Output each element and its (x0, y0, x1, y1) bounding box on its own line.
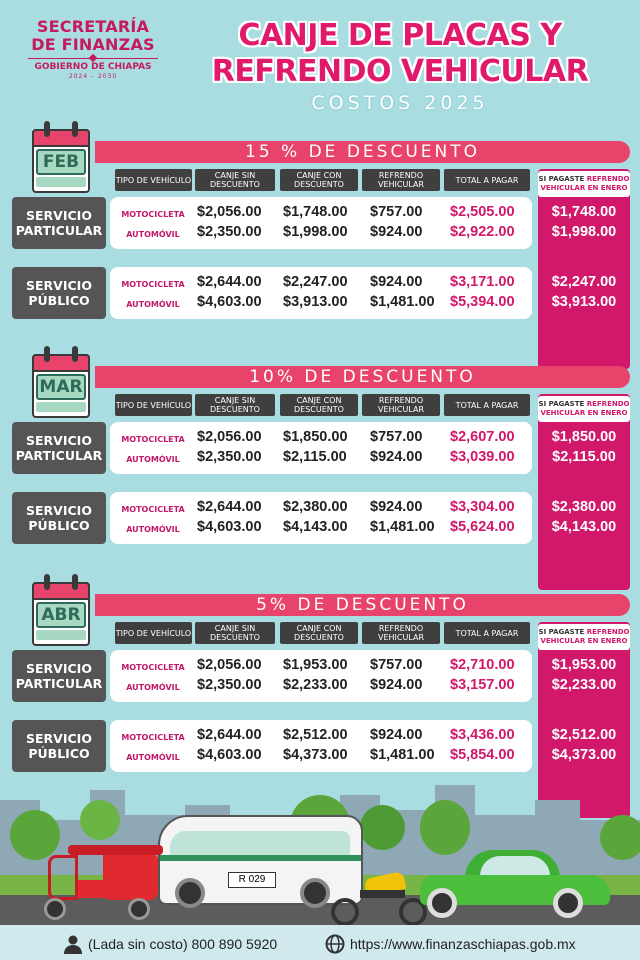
price-canje-sin: $4,603.00 (197, 294, 262, 310)
price-paid-january: $2,247.00 (551, 274, 617, 290)
logo-line3: GOBIERNO DE CHIAPAS (34, 62, 152, 72)
price-refrendo: $924.00 (370, 274, 423, 290)
column-header-tot: TOTAL A PAGAR (444, 394, 530, 416)
price-refrendo: $924.00 (370, 727, 423, 743)
price-total: $2,607.00 (450, 429, 515, 445)
logo-line1: SECRETARÍA (36, 17, 150, 36)
price-refrendo: $1,481.00 (370, 747, 435, 763)
vehicle-type-auto: AUTOMÓVIL (126, 455, 180, 464)
price-canje-con: $2,233.00 (283, 677, 348, 693)
column-header-tipo: TIPO DE VEHÍCULO (115, 394, 192, 416)
price-canje-sin: $2,056.00 (197, 204, 262, 220)
price-paid-january: $2,115.00 (552, 449, 616, 465)
subtitle: COSTOS 2025 (311, 92, 489, 114)
price-refrendo: $1,481.00 (370, 519, 435, 535)
calendar-icon (32, 574, 90, 646)
vehicle-type-auto: AUTOMÓVIL (126, 525, 180, 534)
service-particular: SERVICIO PARTICULAR (12, 650, 106, 702)
price-canje-con: $4,143.00 (283, 519, 348, 535)
column-header-sin: CANJE SIN DESCUENTO (195, 169, 275, 191)
price-total: $3,304.00 (450, 499, 515, 515)
paid-january-header: SI PAGASTE REFRENDO VEHICULAR EN ENERO (538, 171, 630, 197)
price-canje-con: $2,115.00 (283, 449, 347, 465)
price-total: $3,171.00 (450, 274, 515, 290)
price-paid-january: $2,512.00 (551, 727, 617, 743)
vehicle-type-moto: MOTOCICLETA (121, 210, 185, 219)
price-paid-january: $1,850.00 (551, 429, 617, 445)
page-title (180, 18, 620, 114)
vehicle-type-auto: AUTOMÓVIL (126, 683, 180, 692)
vehicle-type-auto: AUTOMÓVIL (126, 230, 180, 239)
price-total: $3,436.00 (450, 727, 515, 743)
price-canje-con: $4,373.00 (283, 747, 348, 763)
price-total: $2,505.00 (450, 204, 515, 220)
vehicle-type-moto: MOTOCICLETA (121, 663, 185, 672)
column-header-tipo: TIPO DE VEHÍCULO (115, 622, 192, 644)
price-refrendo: $757.00 (370, 429, 423, 445)
logo-divider (28, 58, 158, 59)
discount-label: 5% DE DESCUENTO (256, 595, 469, 615)
price-paid-january: $4,143.00 (551, 519, 617, 535)
title-line1: CANJE DE PLACAS Y (238, 18, 562, 53)
price-paid-january: $2,233.00 (551, 677, 617, 693)
vehicle-type-auto: AUTOMÓVIL (126, 300, 180, 309)
discount-banner (95, 366, 630, 388)
price-refrendo: $757.00 (370, 204, 423, 220)
discount-banner (95, 594, 630, 616)
column-header-ref: REFRENDO VEHICULAR (362, 622, 440, 644)
price-canje-con: $2,512.00 (283, 727, 348, 743)
price-refrendo: $757.00 (370, 657, 423, 673)
price-refrendo: $924.00 (370, 224, 423, 240)
logo-line4: 2024 – 2030 (68, 73, 118, 80)
month-label: FEB (36, 149, 86, 175)
paid-january-header: SI PAGASTE REFRENDO VEHICULAR EN ENERO (538, 624, 630, 650)
price-canje-con: $2,247.00 (283, 274, 348, 290)
service-publico: SERVICIO PÚBLICO (12, 267, 106, 319)
paid-january-header: SI PAGASTE REFRENDO VEHICULAR EN ENERO (538, 396, 630, 422)
service-publico: SERVICIO PÚBLICO (12, 492, 106, 544)
column-header-tipo: TIPO DE VEHÍCULO (115, 169, 192, 191)
price-total: $5,624.00 (450, 519, 515, 535)
price-paid-january: $1,748.00 (551, 204, 617, 220)
price-canje-sin: $2,644.00 (197, 274, 262, 290)
footer-phone: (Lada sin costo) 800 890 5920 (88, 936, 278, 952)
price-canje-sin: $2,056.00 (197, 657, 262, 673)
paid-january-column (538, 394, 630, 590)
vehicle-type-moto: MOTOCICLETA (121, 435, 185, 444)
price-canje-sin: $4,603.00 (197, 747, 262, 763)
price-canje-sin: $4,603.00 (197, 519, 262, 535)
price-canje-con: $1,998.00 (283, 224, 348, 240)
column-header-con: CANJE CON DESCUENTO (280, 169, 358, 191)
price-paid-january: $3,913.00 (551, 294, 617, 310)
price-canje-sin: $2,350.00 (197, 224, 262, 240)
service-particular: SERVICIO PARTICULAR (12, 422, 106, 474)
price-refrendo: $924.00 (370, 499, 423, 515)
discount-label: 15 % DE DESCUENTO (245, 142, 480, 162)
phone-person-icon (62, 934, 84, 954)
discount-banner (95, 141, 630, 163)
van-plate: R 029 (228, 872, 276, 888)
paid-january-column (538, 169, 630, 369)
price-refrendo: $1,481.00 (370, 294, 435, 310)
month-label: MAR (36, 374, 86, 400)
title-line2: REFRENDO VEHICULAR (211, 54, 589, 89)
column-header-tot: TOTAL A PAGAR (444, 622, 530, 644)
calendar-icon (32, 346, 90, 418)
globe-icon (325, 934, 345, 954)
price-canje-con: $2,380.00 (283, 499, 348, 515)
price-total: $2,710.00 (450, 657, 515, 673)
price-refrendo: $924.00 (370, 677, 423, 693)
vehicle-type-auto: AUTOMÓVIL (126, 753, 180, 762)
vehicle-type-moto: MOTOCICLETA (121, 280, 185, 289)
vehicle-type-moto: MOTOCICLETA (121, 505, 185, 514)
service-publico: SERVICIO PÚBLICO (12, 720, 106, 772)
price-total: $3,039.00 (450, 449, 515, 465)
footer-website-link[interactable]: https://www.finanzaschiapas.gob.mx (350, 936, 576, 952)
column-header-tot: TOTAL A PAGAR (444, 169, 530, 191)
price-total: $5,394.00 (450, 294, 515, 310)
price-paid-january: $1,998.00 (551, 224, 617, 240)
column-header-sin: CANJE SIN DESCUENTO (195, 394, 275, 416)
price-canje-sin: $2,644.00 (197, 727, 262, 743)
service-particular: SERVICIO PARTICULAR (12, 197, 106, 249)
discount-label: 10% DE DESCUENTO (249, 367, 476, 387)
month-label: ABR (36, 602, 86, 628)
column-header-con: CANJE CON DESCUENTO (280, 394, 358, 416)
price-canje-sin: $2,350.00 (197, 449, 262, 465)
price-refrendo: $924.00 (370, 449, 423, 465)
column-header-ref: REFRENDO VEHICULAR (362, 169, 440, 191)
price-canje-con: $1,850.00 (283, 429, 348, 445)
logo-line2: DE FINANZAS (31, 35, 155, 54)
calendar-icon (32, 121, 90, 193)
price-canje-con: $1,953.00 (283, 657, 348, 673)
price-paid-january: $2,380.00 (551, 499, 617, 515)
price-paid-january: $1,953.00 (551, 657, 617, 673)
logo (18, 18, 168, 80)
price-total: $5,854.00 (450, 747, 515, 763)
price-paid-january: $4,373.00 (551, 747, 617, 763)
vehicle-type-moto: MOTOCICLETA (121, 733, 185, 742)
price-canje-con: $3,913.00 (283, 294, 348, 310)
price-canje-con: $1,748.00 (283, 204, 348, 220)
price-total: $3,157.00 (450, 677, 515, 693)
price-canje-sin: $2,056.00 (197, 429, 262, 445)
price-canje-sin: $2,644.00 (197, 499, 262, 515)
price-total: $2,922.00 (450, 224, 515, 240)
column-header-ref: REFRENDO VEHICULAR (362, 394, 440, 416)
column-header-sin: CANJE SIN DESCUENTO (195, 622, 275, 644)
price-canje-sin: $2,350.00 (197, 677, 262, 693)
column-header-con: CANJE CON DESCUENTO (280, 622, 358, 644)
